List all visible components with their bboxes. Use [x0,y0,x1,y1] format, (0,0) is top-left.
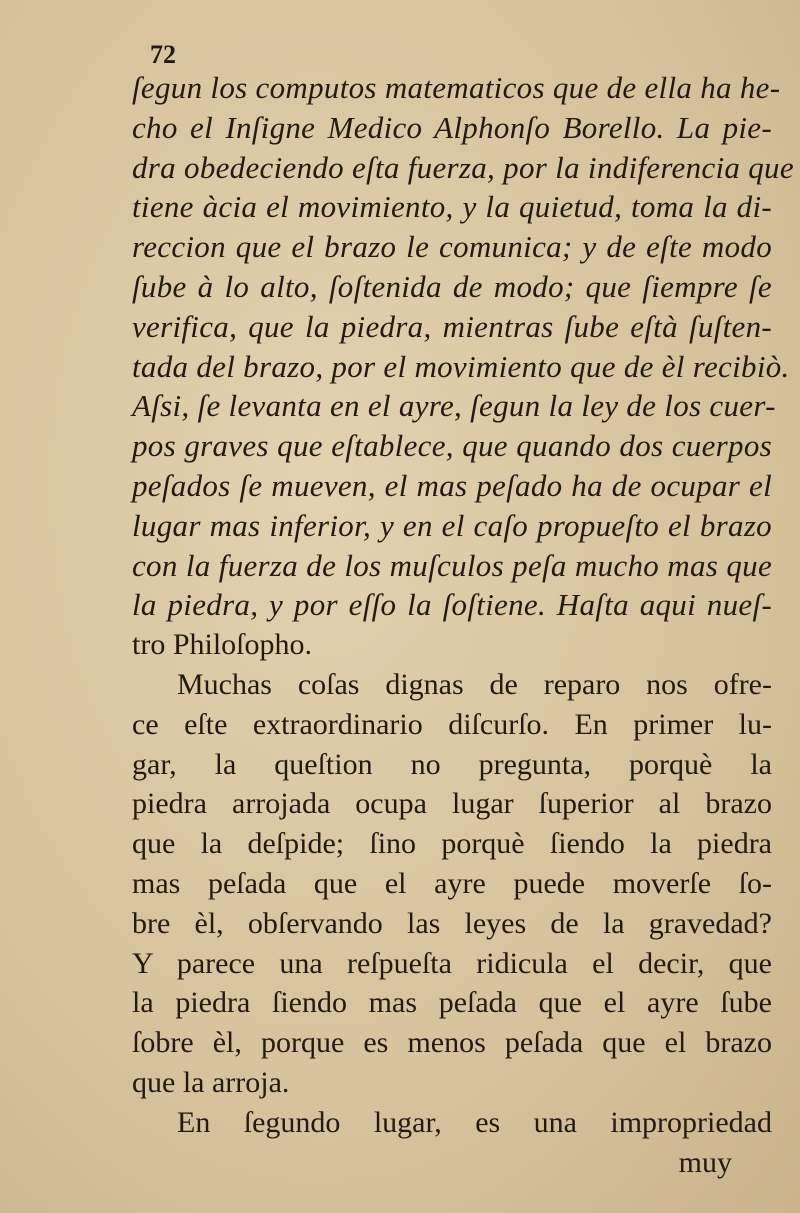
text-line: tro Philoſopho. [132,628,313,662]
text-line: tada del brazo, por el movimiento que de èl recibiò. [132,348,790,384]
text-line: cho el Inſigne Medico Alphonſo Borello. La pie- [132,109,772,145]
catchword: muy [678,1145,732,1179]
text-line: pos graves que eſtablece, que quando dos cuerpos [132,428,772,464]
text-line: lugar mas inferior, y en el caſo propueſto el brazo [132,507,772,543]
text-line: gar, la queſtion no pregunta, porquè la [132,747,772,781]
text-line: ſube à lo alto, ſoſtenida de modo; que ſiempre ſe [132,268,772,304]
text-line: En ſegundo lugar, es una impropriedad [177,1105,772,1139]
text-line: verifica, que la piedra, mientras ſube eſtà ſuſten- [132,308,772,344]
text-line: ce eſte extraordinario diſcurſo. En primer lu- [132,707,772,741]
text-line: Aſsi, ſe levanta en el ayre, ſegun la ley de los cuer- [132,388,776,424]
text-line: la piedra ſiendo mas peſada que el ayre ſube [132,986,772,1020]
text-line: dra obedeciendo eſta fuerza, por la indiferencia que [132,149,794,185]
text-line: Y parece una reſpueſta ridicula el decir, que [132,946,772,980]
text-line: la piedra, y por eſſo la ſoſtiene. Haſta aqui nueſ- [132,587,772,623]
text-line: reccion que el brazo le comunica; y de eſte modo [132,229,772,265]
text-line: mas peſada que el ayre puede moverſe ſo- [132,866,772,900]
text-line: ſobre èl, porque es menos peſada que el brazo [132,1026,772,1060]
text-line: bre èl, obſervando las leyes de la gravedad? [132,906,772,940]
text-line: con la fuerza de los muſculos peſa mucho mas que [132,547,772,583]
text-line: piedra arrojada ocupa lugar ſuperior al brazo [132,787,772,821]
text-line: Muchas coſas dignas de reparo nos ofre- [177,667,772,701]
page-number: 72 [150,40,176,69]
body-text [132,68,794,1182]
text-line: ſegun los computos matematicos que de ella ha he- [132,70,781,105]
text-line: que la arroja. [132,1065,290,1099]
text-line: tiene àcia el movimiento, y la quietud, toma la di- [132,189,772,225]
text-line: que la deſpide; ſino porquè ſiendo la piedra [132,827,772,861]
text-line: peſados ſe mueven, el mas peſado ha de ocupar el [132,467,772,503]
